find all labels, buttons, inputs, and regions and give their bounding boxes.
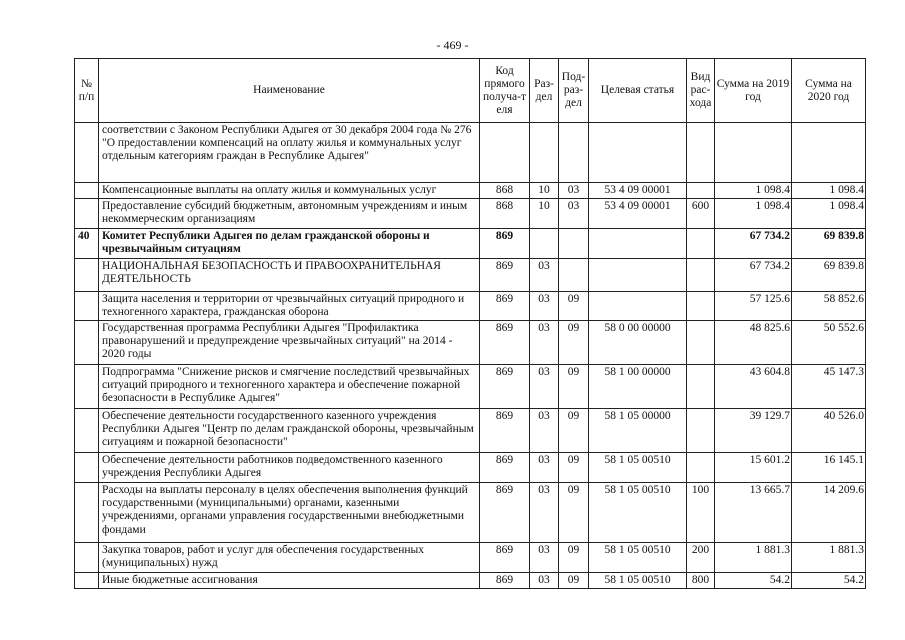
cell-section	[530, 229, 559, 258]
table-row	[75, 409, 866, 453]
cell-expense-type	[687, 365, 715, 409]
cell-target: 58 0 00 00000	[589, 321, 687, 365]
cell-section: 03	[530, 258, 559, 291]
cell-subsection	[559, 258, 589, 291]
cell-section: 10	[530, 199, 559, 229]
cell-num	[75, 543, 99, 573]
cell-sum-2020: 69 839.8	[792, 258, 866, 291]
cell-admin-code: 869	[480, 291, 530, 320]
cell-expense-type: 800	[687, 573, 715, 589]
cell-subsection	[559, 123, 589, 183]
cell-section: 03	[530, 483, 559, 543]
cell-section: 10	[530, 183, 559, 199]
page-number: - 469 -	[436, 38, 469, 52]
cell-sum-2019: 13 665.7	[715, 483, 792, 543]
header-expense-type: Вид рас-хода	[687, 59, 715, 123]
cell-name: Комитет Республики Адыгея по делам гражданской обороны и чрезвычайным ситуациям	[99, 229, 480, 258]
cell-sum-2019: 1 098.4	[715, 199, 792, 229]
cell-expense-type: 100	[687, 483, 715, 543]
table-row	[75, 258, 866, 291]
cell-target: 58 1 05 00000	[589, 409, 687, 453]
cell-subsection: 09	[559, 291, 589, 320]
cell-sum-2020: 1 098.4	[792, 183, 866, 199]
cell-target	[589, 258, 687, 291]
cell-sum-2020: 40 526.0	[792, 409, 866, 453]
cell-name: Компенсационные выплаты на оплату жилья и коммунальных услуг	[99, 183, 480, 199]
cell-sum-2019: 54.2	[715, 573, 792, 589]
cell-section: 03	[530, 321, 559, 365]
cell-target: 58 1 05 00510	[589, 573, 687, 589]
header-num: № п/п	[75, 59, 99, 123]
cell-admin-code: 869	[480, 483, 530, 543]
cell-target	[589, 229, 687, 258]
cell-sum-2019: 67 734.2	[715, 229, 792, 258]
table-row	[75, 483, 866, 543]
cell-admin-code	[480, 123, 530, 183]
table-row	[75, 543, 866, 573]
cell-sum-2019: 57 125.6	[715, 291, 792, 320]
table-header	[75, 59, 866, 123]
cell-admin-code: 869	[480, 409, 530, 453]
cell-admin-code: 869	[480, 453, 530, 483]
table-row	[75, 199, 866, 229]
cell-target	[589, 291, 687, 320]
cell-target: 58 1 00 00000	[589, 365, 687, 409]
cell-sum-2020	[792, 123, 866, 183]
cell-num	[75, 123, 99, 183]
cell-name: Иные бюджетные ассигнования	[99, 573, 480, 589]
cell-admin-code: 869	[480, 321, 530, 365]
cell-num	[75, 573, 99, 589]
cell-admin-code: 868	[480, 183, 530, 199]
cell-section: 03	[530, 291, 559, 320]
cell-num	[75, 365, 99, 409]
cell-name: Защита населения и территории от чрезвычайных ситуаций природного и техногенного характера, гражданская оборона	[99, 291, 480, 320]
table-row	[75, 123, 866, 183]
cell-name: Предоставление субсидий бюджетным, автономным учреждениям и иным некоммерческим организациям	[99, 199, 480, 229]
cell-section: 03	[530, 573, 559, 589]
cell-admin-code: 869	[480, 573, 530, 589]
table-row	[75, 229, 866, 258]
cell-subsection: 09	[559, 483, 589, 543]
cell-num: 40	[75, 229, 99, 258]
table-row	[75, 183, 866, 199]
cell-expense-type	[687, 453, 715, 483]
cell-subsection: 09	[559, 365, 589, 409]
cell-num	[75, 291, 99, 320]
cell-num	[75, 453, 99, 483]
table-row	[75, 453, 866, 483]
cell-expense-type	[687, 258, 715, 291]
cell-sum-2020: 1 881.3	[792, 543, 866, 573]
cell-num	[75, 321, 99, 365]
cell-target: 53 4 09 00001	[589, 199, 687, 229]
cell-admin-code: 868	[480, 199, 530, 229]
cell-admin-code: 869	[480, 365, 530, 409]
cell-target: 58 1 05 00510	[589, 543, 687, 573]
cell-name: Закупка товаров, работ и услуг для обеспечения государственных (муниципальных) нужд	[99, 543, 480, 573]
budget-table	[74, 58, 866, 589]
cell-name: Подпрограмма "Снижение рисков и смягчение последствий чрезвычайных ситуаций природного и техногенного характера и обеспечение пожарной безопасности в Республике Адыгея"	[99, 365, 480, 409]
cell-expense-type	[687, 409, 715, 453]
header-name: Наименование	[99, 59, 480, 123]
cell-target: 58 1 05 00510	[589, 483, 687, 543]
cell-sum-2019: 1 881.3	[715, 543, 792, 573]
cell-admin-code: 869	[480, 543, 530, 573]
cell-subsection: 09	[559, 409, 589, 453]
cell-sum-2019	[715, 123, 792, 183]
cell-expense-type	[687, 291, 715, 320]
cell-subsection: 09	[559, 573, 589, 589]
header-section: Раз-дел	[530, 59, 559, 123]
cell-expense-type	[687, 183, 715, 199]
cell-expense-type: 200	[687, 543, 715, 573]
cell-num	[75, 183, 99, 199]
table-body	[75, 123, 866, 589]
cell-sum-2019: 1 098.4	[715, 183, 792, 199]
cell-sum-2020: 58 852.6	[792, 291, 866, 320]
cell-subsection: 03	[559, 199, 589, 229]
cell-sum-2020: 69 839.8	[792, 229, 866, 258]
cell-section	[530, 123, 559, 183]
header-admin-code: Код прямого получа-т еля	[480, 59, 530, 123]
cell-section: 03	[530, 543, 559, 573]
table-row	[75, 291, 866, 320]
cell-target: 53 4 09 00001	[589, 183, 687, 199]
cell-expense-type	[687, 123, 715, 183]
cell-num	[75, 483, 99, 543]
header-sum-2020: Сумма на 2020 год	[792, 59, 866, 123]
cell-num	[75, 258, 99, 291]
cell-section: 03	[530, 453, 559, 483]
cell-admin-code: 869	[480, 258, 530, 291]
cell-section: 03	[530, 365, 559, 409]
cell-num	[75, 409, 99, 453]
header-target: Целевая статья	[589, 59, 687, 123]
cell-name: Расходы на выплаты персоналу в целях обеспечения выполнения функций государственными (муниципальными) органами, казенными учреждениями, органами управления государственными внебюджетными фондами	[99, 483, 480, 543]
cell-name: Государственная программа Республики Адыгея "Профилактика правонарушений и предупреждение чрезвычайных ситуаций" на 2014 - 2020 годы	[99, 321, 480, 365]
cell-name: НАЦИОНАЛЬНАЯ БЕЗОПАСНОСТЬ И ПРАВООХРАНИТЕЛЬНАЯ ДЕЯТЕЛЬНОСТЬ	[99, 258, 480, 291]
cell-sum-2020: 14 209.6	[792, 483, 866, 543]
cell-sum-2020: 54.2	[792, 573, 866, 589]
cell-expense-type	[687, 321, 715, 365]
cell-admin-code: 869	[480, 229, 530, 258]
cell-sum-2019: 43 604.8	[715, 365, 792, 409]
cell-target	[589, 123, 687, 183]
cell-sum-2019: 15 601.2	[715, 453, 792, 483]
table-row	[75, 573, 866, 589]
cell-subsection: 09	[559, 321, 589, 365]
cell-sum-2019: 48 825.6	[715, 321, 792, 365]
cell-sum-2020: 45 147.3	[792, 365, 866, 409]
cell-section: 03	[530, 409, 559, 453]
table-row	[75, 365, 866, 409]
cell-name: Обеспечение деятельности работников подведомственного казенного учреждения Республики Адыгея	[99, 453, 480, 483]
cell-subsection: 09	[559, 543, 589, 573]
cell-sum-2020: 16 145.1	[792, 453, 866, 483]
cell-num	[75, 199, 99, 229]
cell-subsection	[559, 229, 589, 258]
header-sum-2019: Сумма на 2019 год	[715, 59, 792, 123]
cell-expense-type: 600	[687, 199, 715, 229]
cell-expense-type	[687, 229, 715, 258]
cell-sum-2019: 67 734.2	[715, 258, 792, 291]
cell-subsection: 03	[559, 183, 589, 199]
cell-subsection: 09	[559, 453, 589, 483]
cell-sum-2020: 1 098.4	[792, 199, 866, 229]
cell-name: Обеспечение деятельности государственного казенного учреждения Республики Адыгея "Центр по делам гражданской обороны, чрезвычайным ситуациям и пожарной безопасности"	[99, 409, 480, 453]
cell-target: 58 1 05 00510	[589, 453, 687, 483]
cell-sum-2019: 39 129.7	[715, 409, 792, 453]
table-row	[75, 321, 866, 365]
header-subsection: Под-раз-дел	[559, 59, 589, 123]
cell-sum-2020: 50 552.6	[792, 321, 866, 365]
cell-name: соответствии с Законом Республики Адыгея от 30 декабря 2004 года № 276 "О предоставлении компенсаций на оплату жилья и коммунальных услуг отдельным категориям граждан в Республике Адыгея"	[99, 123, 480, 183]
